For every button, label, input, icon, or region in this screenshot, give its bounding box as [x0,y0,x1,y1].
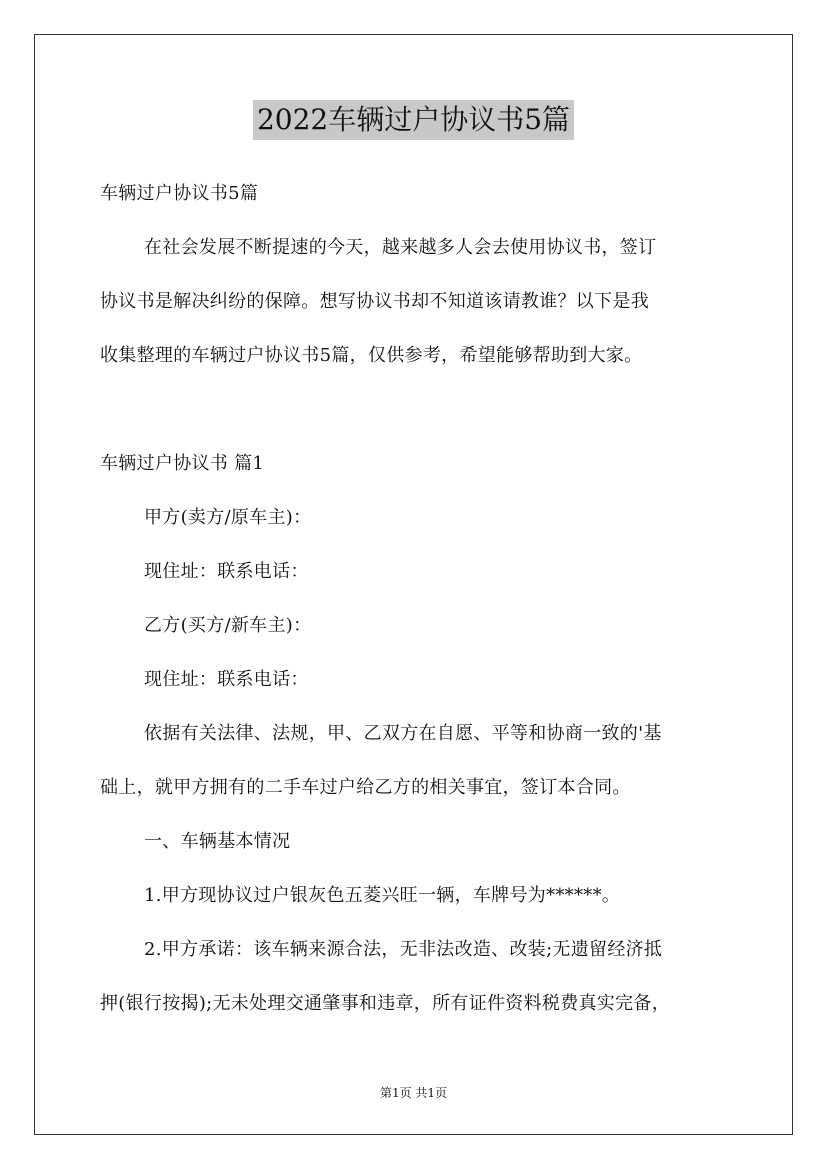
clause-item: 2.甲方承诺：该车辆来源合法，无非法改造、改装;无遗留经济抵 [144,939,663,960]
paragraph-line: 收集整理的车辆过户协议书5篇，仅供参考，希望能够帮助到大家。 [100,345,643,366]
document-title: 2022车辆过户协议书5篇 [253,100,574,140]
party-b-address: 现住址：联系电话： [144,669,309,690]
paragraph-line: 押(银行按揭);无未处理交通肇事和违章，所有证件资料税费真实完备， [100,993,671,1014]
paragraph-line: 依据有关法律、法规，甲、乙双方在自愿、平等和协商一致的'基 [144,723,662,744]
party-a-label: 甲方(卖方/原车主)： [144,507,312,528]
party-a-address: 现住址：联系电话： [144,561,309,582]
section-heading: 车辆过户协议书 篇1 [100,453,265,474]
title-container [0,100,827,140]
paragraph-line: 础上，就甲方拥有的二手车过户给乙方的相关事宜，签订本合同。 [100,777,631,798]
page-footer: 第1页 共1页 [379,1086,448,1100]
clause-heading: 一、车辆基本情况 [144,831,291,852]
party-b-label: 乙方(买方/新车主)： [144,615,312,636]
subtitle: 车辆过户协议书5篇 [100,183,259,204]
paragraph-line: 在社会发展不断提速的今天，越来越多人会去使用协议书，签订 [144,237,657,258]
paragraph-line: 协议书是解决纠纷的保障。想写协议书却不知道该请教谁？以下是我 [100,291,649,312]
clause-item: 1.甲方现协议过户银灰色五菱兴旺一辆，车牌号为******。 [144,885,621,906]
